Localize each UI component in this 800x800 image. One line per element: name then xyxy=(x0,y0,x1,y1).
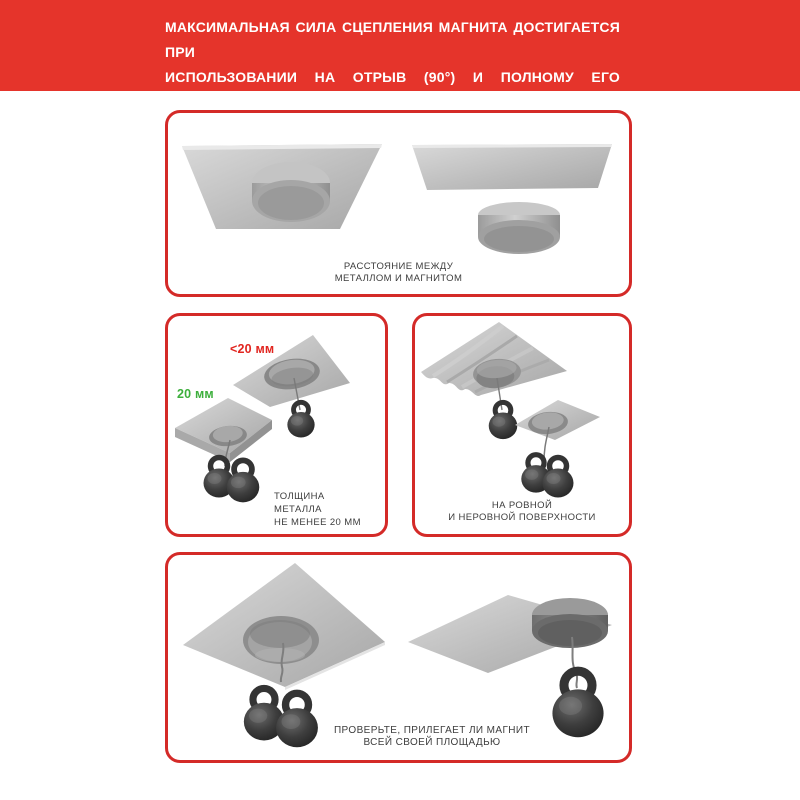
label-good-thickness: 20 мм xyxy=(177,387,214,401)
full-contact-caption xyxy=(272,725,592,749)
caption-line: НЕ МЕНЕЕ 20 ММ xyxy=(274,517,361,528)
kettlebell-icon xyxy=(287,402,314,437)
panel-distance xyxy=(165,110,632,297)
kettlebell-icon xyxy=(543,458,574,498)
header-banner xyxy=(0,0,800,110)
header-line-1: МАКСИМАЛЬНАЯ СИЛА СЦЕПЛЕНИЯ МАГНИТА ДОСТИГАЕТСЯ ПРИ xyxy=(165,19,620,60)
magnet-bottom-face xyxy=(484,226,554,252)
magnet-bottom-face xyxy=(538,620,602,646)
caption-line: ВСЕЙ СВОЕЙ ПЛОЩАДЬЮ xyxy=(363,737,501,748)
magnet-hole xyxy=(243,616,319,664)
distance-caption xyxy=(168,261,629,285)
partial-contact-group xyxy=(408,595,612,737)
caption-line: НА РОВНОЙ xyxy=(491,500,553,511)
thickness-caption xyxy=(274,490,361,529)
panel-full-contact xyxy=(165,552,632,763)
caption-line: РАССТОЯНИЕ МЕЖДУ xyxy=(343,261,454,272)
panel-thickness xyxy=(165,313,388,537)
caption-line: ТОЛЩИНА xyxy=(274,491,325,502)
thick-plate-group xyxy=(175,398,272,502)
kettlebell-icon xyxy=(227,460,260,502)
steel-plate xyxy=(412,144,612,190)
caption-line: МЕТАЛЛОМ И МАГНИТОМ xyxy=(334,273,463,284)
surface-caption xyxy=(415,500,629,524)
flat-plate-group xyxy=(515,400,600,498)
plate-magnet-attached xyxy=(182,144,382,229)
kettlebell-icon xyxy=(489,402,518,439)
header-line-2: ИСПОЛЬЗОВАНИИ НА ОТРЫВ (90°) И ПОЛНОМУ ЕГО ПРИЛЕГАНИЮ xyxy=(165,69,620,110)
panel-surface xyxy=(412,313,632,537)
full-contact-group xyxy=(183,563,385,747)
label-thin-thickness: <20 мм xyxy=(230,342,275,356)
plate-magnet-separated xyxy=(412,144,612,254)
caption-line: ПРОВЕРЬТЕ, ПРИЛЕГАЕТ ЛИ МАГНИТ xyxy=(333,725,531,736)
caption-line: И НЕРОВНОЙ ПОВЕРХНОСТИ xyxy=(448,512,596,523)
caption-line: МЕТАЛЛА xyxy=(274,504,322,515)
magnet-bottom-face xyxy=(258,186,324,220)
